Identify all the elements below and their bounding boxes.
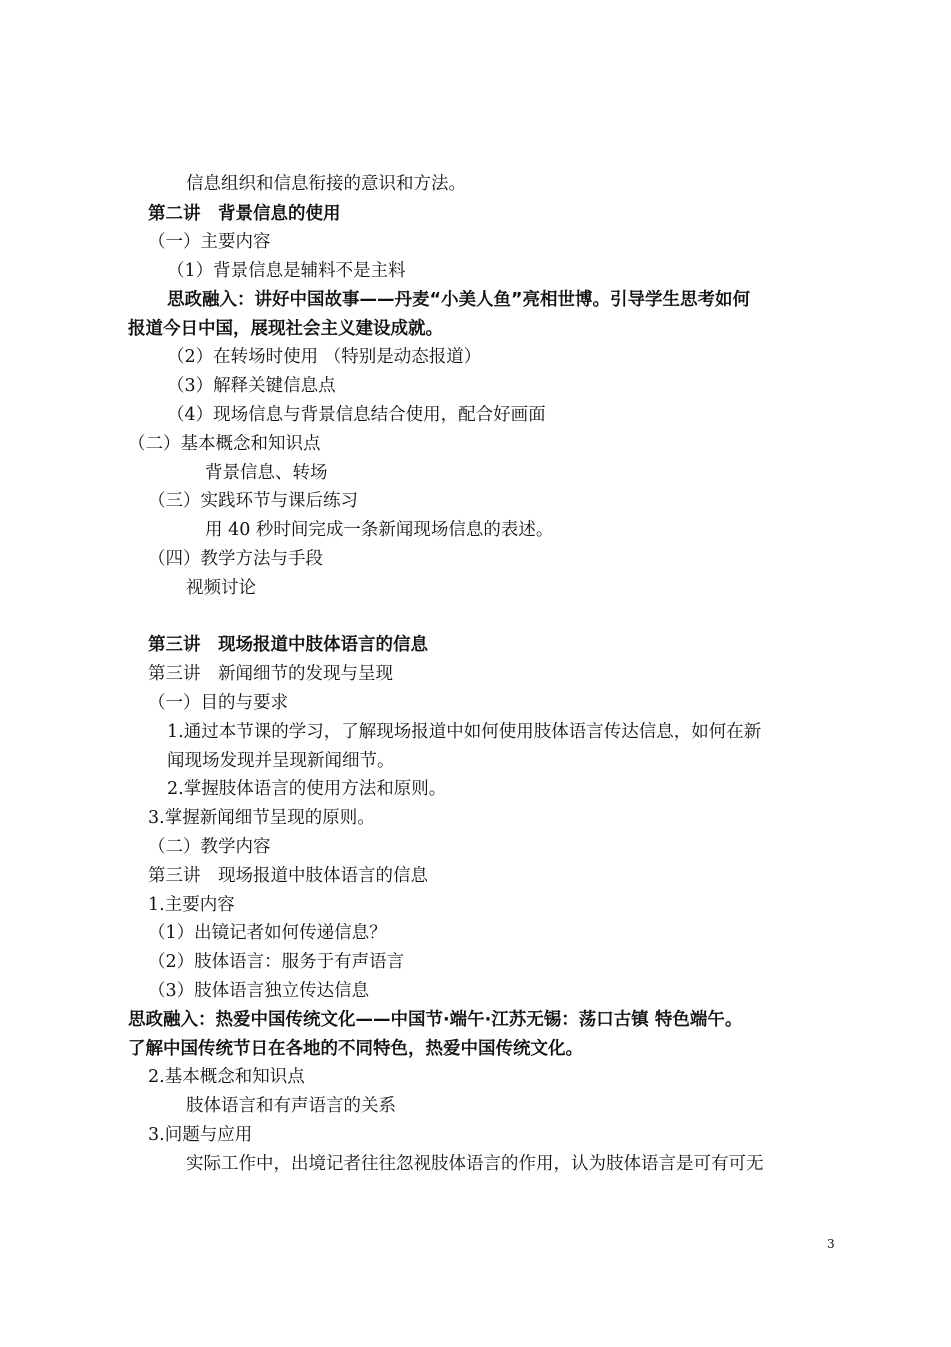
text-line: 第三讲 现场报道中肢体语言的信息 [148, 866, 428, 886]
text-line: （一）目的与要求 [148, 693, 288, 713]
text-line: （1）出镜记者如何传递信息？ [148, 923, 387, 943]
text-line: 背景信息、转场 [205, 463, 328, 483]
text-line: 3.问题与应用 [148, 1125, 253, 1145]
text-line: （二）教学内容 [148, 837, 271, 857]
text-line: （2）肢体语言：服务于有声语言 [148, 952, 405, 972]
text-line: （一）主要内容 [148, 232, 271, 252]
text-line: 第三讲 新闻细节的发现与呈现 [148, 664, 393, 684]
text-line: 1.主要内容 [148, 895, 235, 915]
text-line: 闻现场发现并呈现新闻细节。 [167, 751, 395, 771]
text-line: （3）解释关键信息点 [167, 376, 336, 396]
section-heading: 第三讲 现场报道中肢体语言的信息 [148, 635, 428, 655]
ideology-note: 思政融入：热爱中国传统文化——中国节·端午·江苏无锡：荡口古镇 特色端午。 [128, 1010, 743, 1030]
ideology-note: 报道今日中国，展现社会主义建设成就。 [128, 319, 443, 339]
text-line: 视频讨论 [186, 578, 256, 598]
text-line: （二）基本概念和知识点 [128, 434, 321, 454]
ideology-note: 了解中国传统节日在各地的不同特色，热爱中国传统文化。 [128, 1039, 583, 1059]
text-line: （4）现场信息与背景信息结合使用，配合好画面 [167, 405, 546, 425]
text-line: （四）教学方法与手段 [148, 549, 323, 569]
text-line: （1）背景信息是辅料不是主料 [167, 261, 406, 281]
text-line: （2）在转场时使用 （特别是动态报道） [167, 347, 482, 367]
text-line: 用 40 秒时间完成一条新闻现场信息的表述。 [205, 520, 554, 540]
text-line: （3）肢体语言独立传达信息 [148, 981, 370, 1001]
section-heading: 第二讲 背景信息的使用 [148, 204, 341, 224]
text-line: （三）实践环节与课后练习 [148, 491, 358, 511]
page-number: 3 [827, 1237, 835, 1251]
text-line: 实际工作中，出境记者往往忽视肢体语言的作用，认为肢体语言是可有可无 [186, 1154, 764, 1174]
text-line: 3.掌握新闻细节呈现的原则。 [148, 808, 375, 828]
text-line: 2.掌握肢体语言的使用方法和原则。 [167, 779, 447, 799]
ideology-note: 思政融入：讲好中国故事——丹麦“小美人鱼”亮相世博。引导学生思考如何 [167, 290, 751, 310]
text-line: 信息组织和信息衔接的意识和方法。 [186, 174, 466, 194]
text-line: 肢体语言和有声语言的关系 [186, 1096, 396, 1116]
text-line: 1.通过本节课的学习，了解现场报道中如何使用肢体语言传达信息，如何在新 [167, 722, 762, 742]
text-line: 2.基本概念和知识点 [148, 1067, 305, 1087]
